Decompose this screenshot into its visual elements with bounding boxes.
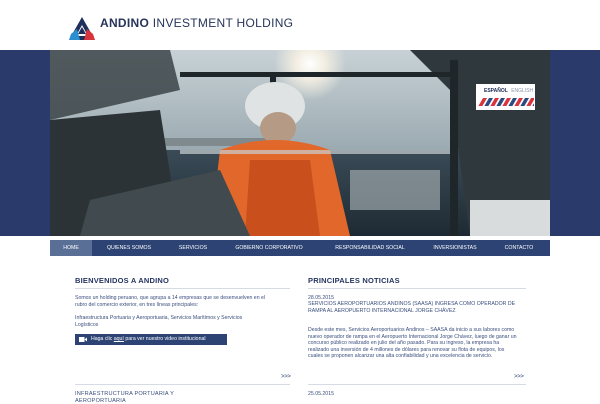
- welcome-section: [75, 276, 290, 285]
- nav-quienes-somos[interactable]: QUIENES SOMOS: [106, 245, 152, 251]
- video-link[interactable]: aquí: [113, 336, 124, 342]
- main-nav: [50, 240, 550, 256]
- nav-inversionistas[interactable]: INVERSIONISTAS: [433, 245, 477, 251]
- news-date: 28.05.2015: [308, 295, 334, 301]
- welcome-lines: Infraestructura Portuaria y Aeroportuaria, Servicios Marítimos y Servicios Logísticos: [75, 315, 243, 328]
- hero-photo: [50, 50, 550, 236]
- lang-english-link[interactable]: ENGLISH: [511, 88, 534, 94]
- welcome-divider: [75, 288, 290, 289]
- news-item-divider: [308, 384, 526, 385]
- stripe-accent-icon: [478, 98, 534, 106]
- video-institucional-button[interactable]: Haga clic aquí para ver nuestro video institucional: [75, 334, 227, 345]
- news-section: [308, 276, 526, 285]
- nav-gobierno-corporativo[interactable]: GOBIERNO CORPORATIVO: [235, 245, 303, 251]
- site-header: [0, 0, 600, 50]
- news-divider: [308, 288, 526, 289]
- infraestructura-title[interactable]: INFRAESTRUCTURA PORTUARIA Y AEROPORTUARIA: [75, 391, 174, 404]
- news-headline[interactable]: SERVICIOS AEROPORTUARIOS ANDINOS (SAASA) INGRESA COMO OPERADOR DE RAMPA AL AEROPUERTO INTERNACIONAL JORGE CHÁVEZ: [308, 301, 516, 314]
- welcome-title: BIENVENIDOS A ANDINO: [75, 276, 170, 285]
- lang-spanish-link[interactable]: ESPAÑOL: [484, 88, 508, 94]
- nav-responsabilidad-social[interactable]: RESPONSABILIDAD SOCIAL: [335, 245, 405, 251]
- brand-name[interactable]: ANDINO INVESTMENT HOLDING: [100, 16, 294, 30]
- language-links: [484, 88, 533, 94]
- news-summary: Desde este mes, Servicios Aeroportuarios Andinos – SAASA da inicio a sus labores como nuevo operador de rampa en el Aeropuerto Internacional Jorge Chávez, luego de ganar un concurso público realizado en julio del año pasado. Para su ingreso, la empresa ha realizado una inversión de 4 millones de dólares para renovar su flota de equipos, los cuales se proponen alcanzar una alta confiabilidad y una excelencia de servicio.: [308, 327, 517, 360]
- andino-logo-icon[interactable]: [68, 16, 96, 42]
- welcome-more-link[interactable]: >>>: [281, 374, 291, 380]
- nav-contacto[interactable]: CONTACTO: [504, 245, 534, 251]
- welcome-intro: Somos un holding peruano, que agrupa a 14 empresas que se desenvuelven en el rubro del comercio exterior, en tres líneas principales:: [75, 295, 266, 308]
- section-divider: [75, 384, 290, 385]
- nav-home[interactable]: HOME: [50, 240, 92, 256]
- news-title: PRINCIPALES NOTICIAS: [308, 276, 400, 285]
- hero-banner: [0, 50, 600, 236]
- news-more-link[interactable]: >>>: [514, 374, 524, 380]
- nav-servicios[interactable]: SERVICIOS: [178, 245, 208, 251]
- news-date-2: 25.05.2015: [308, 391, 334, 397]
- video-camera-icon: [79, 337, 87, 342]
